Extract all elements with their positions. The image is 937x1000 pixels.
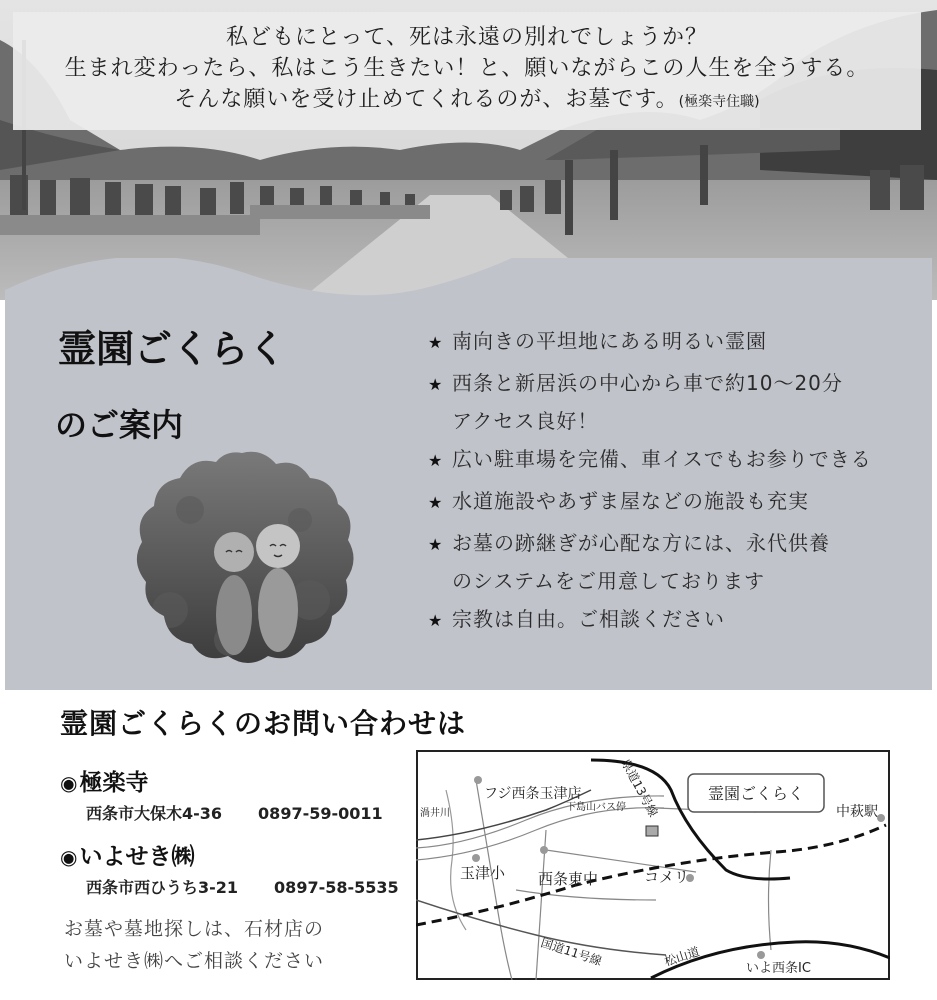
jizo-statues-photo — [130, 450, 355, 665]
consultation-note — [64, 913, 324, 977]
org-address: 西条市大保木4-36 — [86, 804, 223, 823]
feature-line: 南向きの平坦地にある明るい霊園 — [452, 329, 767, 353]
org-name-text: 極楽寺 — [79, 770, 149, 796]
feature-item — [428, 322, 898, 364]
tamatsu-school-label: 玉津小 — [460, 864, 506, 882]
feature-text — [452, 482, 809, 520]
feature-item — [428, 482, 898, 524]
org-name-text: いよせき㈱ — [79, 844, 195, 870]
bullet-icon: ◉ — [60, 771, 78, 795]
feature-item — [428, 364, 898, 440]
feature-text — [452, 600, 725, 638]
cemetery-marker — [646, 826, 658, 836]
destination-label: 霊園ごくらく — [707, 784, 805, 803]
feature-item — [428, 524, 898, 600]
star-icon: ★ — [428, 493, 444, 512]
expressway-label: 松山道 — [662, 944, 702, 969]
fuji-label: フジ西条玉津店 — [484, 786, 582, 802]
feature-item — [428, 600, 898, 642]
quote-line-2: 生まれ変わったら、私はこう生きたい！と、願いながらこの人生を全うする。 — [64, 56, 870, 81]
feature-list — [428, 322, 898, 642]
org-phone[interactable]: 0897-58-5535 — [274, 878, 399, 897]
bullet-icon: ◉ — [60, 845, 78, 869]
org-address: 西条市西ひうち3-21 — [86, 878, 239, 897]
org-detail — [86, 875, 399, 898]
feature-line: 水道施設やあずま屋などの施設も充実 — [452, 489, 809, 513]
org-gokurakuji — [60, 764, 383, 824]
org-phone[interactable]: 0897-59-0011 — [258, 804, 383, 823]
saijo-east-jhs-label: 西条東中 — [538, 870, 599, 888]
feature-line: お墓の跡継ぎが心配な方には、永代供養 — [452, 531, 830, 555]
access-map — [416, 750, 890, 980]
info-title: 霊園ごくらく — [58, 327, 287, 371]
feature-text — [452, 440, 872, 478]
prefectural-road-label: 県道13号線 — [618, 756, 661, 820]
interchange-label: いよ西条IC — [746, 961, 811, 976]
info-subtitle: のご案内 — [55, 406, 184, 444]
org-detail — [86, 801, 383, 824]
river-label: 渦井川 — [420, 808, 450, 819]
feature-item — [428, 440, 898, 482]
komeri-label: コメリ — [644, 868, 690, 886]
quote-attribution: (極楽寺住職) — [678, 94, 760, 110]
feature-line-continued: アクセス良好！ — [452, 409, 599, 433]
feature-line: 西条と新居浜の中心から車で約10～20分 — [452, 371, 843, 395]
org-name — [60, 764, 383, 797]
national-road-label: 国道11号線 — [539, 935, 604, 969]
bus-stop-label: 下島山バス停 — [566, 802, 626, 813]
contact-heading: 霊園ごくらくのお問い合わせは — [60, 707, 467, 740]
feature-text — [452, 322, 767, 360]
feature-line-continued: のシステムをご用意しております — [452, 569, 765, 593]
feature-text — [452, 364, 843, 440]
quote-box — [13, 12, 921, 130]
quote-line-3 — [13, 84, 921, 118]
feature-line: 広い駐車場を完備、車イスでもお参りできる — [452, 447, 872, 471]
star-icon: ★ — [428, 611, 444, 630]
star-icon: ★ — [428, 535, 444, 554]
quote-line-1: 私どもにとって、死は永遠の別れでしょうか？ — [225, 25, 709, 50]
note-line-2: いよせき㈱へご相談ください — [64, 950, 325, 972]
star-icon: ★ — [428, 451, 444, 470]
org-name — [60, 838, 399, 871]
star-icon: ★ — [428, 333, 444, 352]
feature-text — [452, 524, 830, 600]
note-line-1: お墓や墓地探しは、石材店の — [64, 918, 325, 940]
quote-line-3-text: そんな願いを受け止めてくれるのが、お墓です。 — [174, 87, 679, 112]
feature-line: 宗教は自由。ご相談ください — [452, 607, 725, 631]
station-label: 中萩駅 — [836, 804, 878, 820]
star-icon: ★ — [428, 375, 444, 394]
org-iyoseki — [60, 838, 399, 898]
